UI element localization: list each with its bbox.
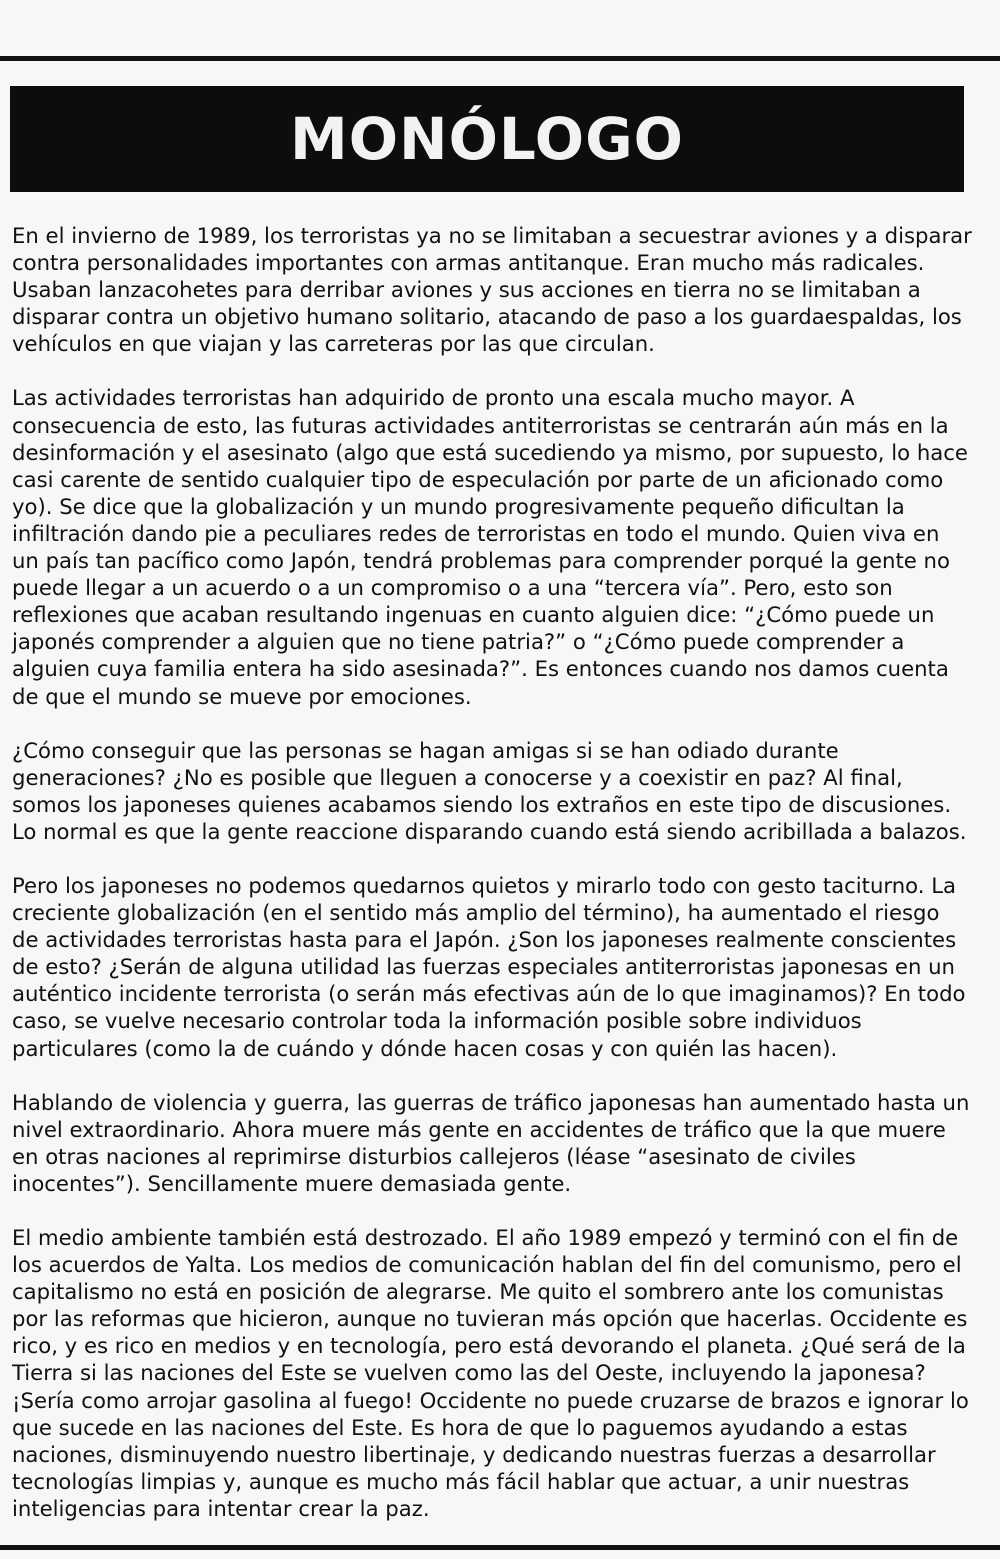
page-title: MONÓLOGO [290, 105, 684, 173]
bottom-rule [0, 1545, 1000, 1550]
title-banner [10, 86, 964, 192]
paragraph-5: Hablando de violencia y guerra, las guerras de tráfico japonesas han aumentado hasta un nivel extraordinario. Ahora muere más gente en accidentes de tráfico que la que muere en otras naciones al reprimirse disturbios callejeros (léase “asesinato de civiles inocentes”). Sencillamente muere demasiada gente. [12, 1089, 970, 1196]
paragraph-3: ¿Cómo conseguir que las personas se hagan amigas si se han odiado durante generaciones? ¿No es posible que lleguen a conocerse y a coexistir en paz? Al final, somos los japoneses quienes acabamos siendo los extraños en este tipo de discusiones. Lo normal es que la gente reaccione disparando cuando está siendo acribillada a balazos. [12, 737, 967, 844]
top-rule [0, 56, 1000, 61]
paragraph-2: Las actividades terroristas han adquirido de pronto una escala mucho mayor. A consecuencia de esto, las futuras actividades antiterroristas se centrarán aún más en la desinformación y el asesinato (algo que está sucediendo ya mismo, por supuesto, lo hace casi carente de sentido cualquier tipo de especulación por parte de un aficionado como yo). Se dice que la globalización y un mundo progresivamente pequeño dificultan la infiltración dando pie a peculiares redes de terroristas en todo el mundo. Quien viva en un país tan pacífico como Japón, tendrá problemas para comprender porqué la gente no puede llegar a un acuerdo o a un compromiso o a una “tercera vía”. Pero, esto son reflexiones que acaban resultando ingenuas en cuanto alguien dice: “¿Cómo puede un japonés comprender a alguien que no tiene patria?” o “¿Cómo puede comprender a alguien cuya familia entera ha sido asesinada?”. Es entonces cuando nos damos cuenta de que el mundo se mueve por emociones. [12, 385, 968, 709]
paragraph-6: El medio ambiente también está destrozado. El año 1989 empezó y terminó con el fin de los acuerdos de Yalta. Los medios de comunicación hablan del fin del comunismo, pero el capitalismo no está en posición de alegrarse. Me quito el sombrero ante los comunistas por las reformas que hicieron, aunque no tuvieran más opción que hacerlas. Occidente es rico, y es rico en medios y en tecnología, pero está devorando el planeta. ¿Qué será de la Tierra si las naciones del Este se vuelven como las del Oeste, incluyendo la japonesa? ¡Sería como arrojar gasolina al fuego! Occidente no puede cruzarse de brazos e ignorar lo que sucede en las naciones del Este. Es hora de que lo paguemos ayudando a estas naciones, disminuyendo nuestro libertinaje, y dedicando nuestras fuerzas a desarrollar tecnologías limpias y, aunque es mucho más fácil hablar que actuar, a unir nuestras inteligencias para intentar crear la paz. [12, 1225, 969, 1521]
article-body [12, 222, 972, 1549]
paragraph-4: Pero los japoneses no podemos quedarnos quietos y mirarlo todo con gesto taciturno. La creciente globalización (en el sentido más amplio del término), ha aumentado el riesgo de actividades terroristas hasta para el Japón. ¿Son los japoneses realmente conscientes de esto? ¿Serán de alguna utilidad las fuerzas especiales antiterroristas japonesas en un auténtico incidente terrorista (o serán más efectivas aún de lo que imaginamos)? En todo caso, se vuelve necesario controlar toda la información posible sobre individuos particulares (como la de cuándo y dónde hacen cosas y con quién las hacen). [12, 872, 966, 1061]
paragraph-1: En el invierno de 1989, los terroristas ya no se limitaban a secuestrar aviones y a disparar contra personalidades importantes con armas antitanque. Eran mucho más radicales. Usaban lanzacohetes para derribar aviones y sus acciones en tierra no se limitaban a disparar contra un objetivo humano solitario, atacando de paso a los guardaespaldas, los vehículos en que viajan y las carreteras por las que circulan. [12, 223, 972, 357]
